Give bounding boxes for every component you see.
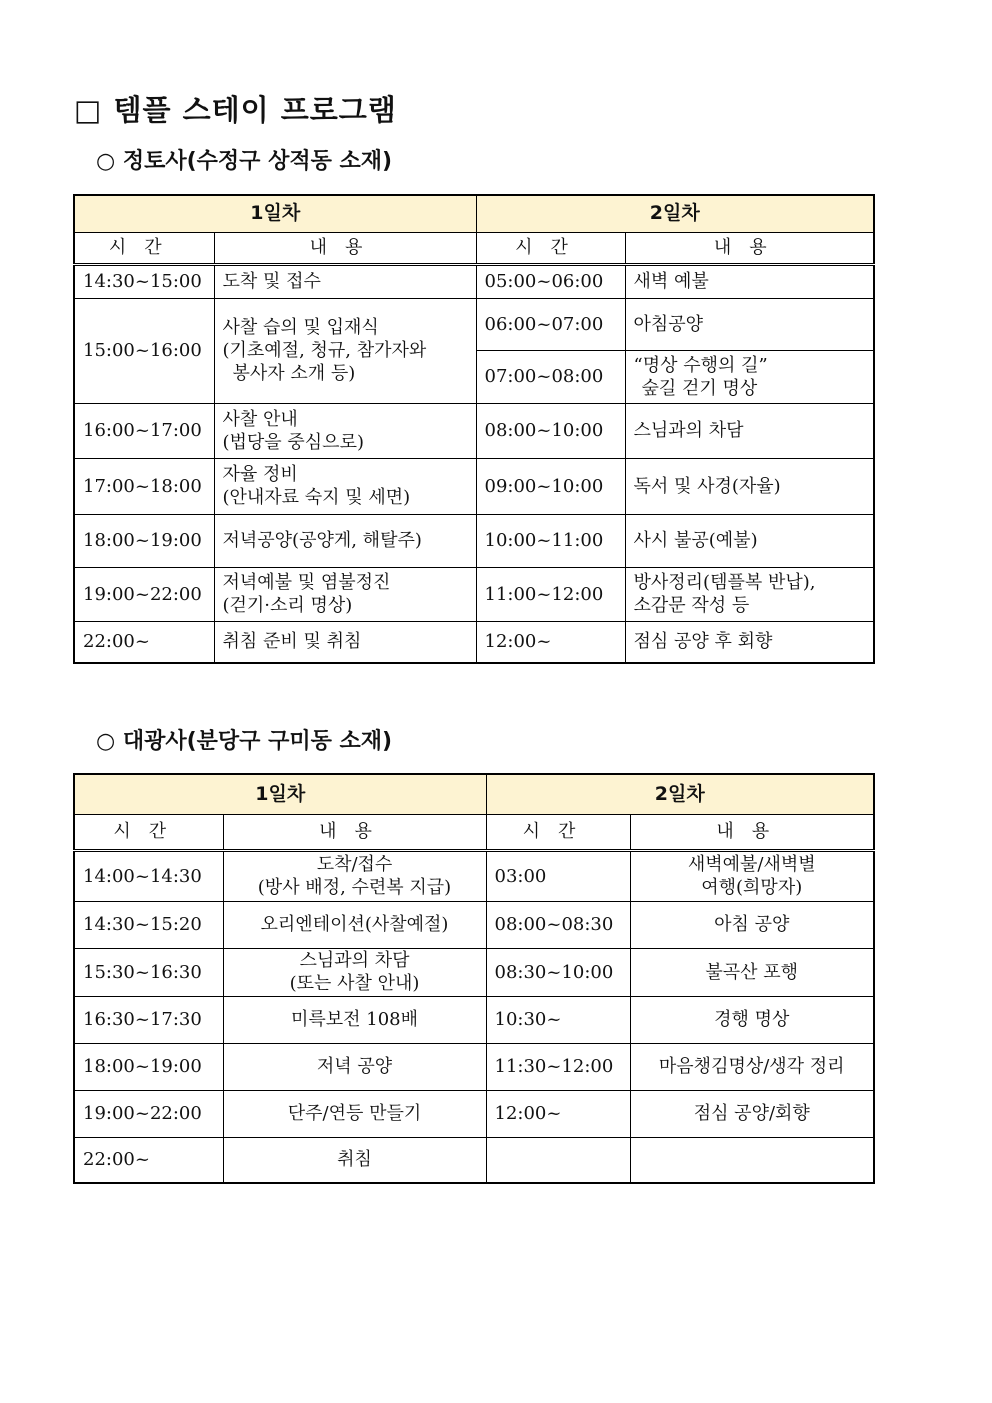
content-line: (기초예절, 청규, 참가자와 [222, 340, 427, 361]
content-line: 새벽예불/새벽별 [687, 854, 816, 875]
content-line: (방사 배정, 수련복 지급) [257, 877, 452, 898]
content-cell [625, 350, 874, 403]
schedule-table-jeongtosa [73, 194, 875, 664]
content-cell: 스님과의 차담 [625, 403, 874, 458]
section-heading-daegwangsa: ○ 대광사(분당구 구미동 소재) [96, 729, 393, 754]
content-cell [630, 850, 874, 901]
time-cell: 12:00~ [486, 1090, 630, 1137]
page-title: □ 템플 스테이 프로그램 [74, 93, 397, 127]
table-row [74, 1137, 874, 1183]
time-cell: 11:00~12:00 [476, 567, 625, 621]
table-row [74, 264, 874, 298]
content-line: 도착/접수 [316, 854, 393, 875]
content-cell [214, 403, 476, 458]
time-cell: 08:30~10:00 [486, 948, 630, 996]
time-cell: 11:30~12:00 [486, 1043, 630, 1090]
table-row [74, 850, 874, 901]
section-heading-jeongtosa: ○ 정토사(수정구 상적동 소재) [96, 149, 393, 174]
content-cell [223, 850, 486, 901]
table-row [74, 403, 874, 458]
content-cell: 단주/연등 만들기 [223, 1090, 486, 1137]
day1-header: 1일차 [74, 195, 476, 232]
content-cell: 취침 [223, 1137, 486, 1183]
content-cell: 도착 및 접수 [214, 264, 476, 298]
time-cell: 05:00~06:00 [476, 264, 625, 298]
time-cell: 03:00 [486, 850, 630, 901]
content-cell [625, 567, 874, 621]
time-cell: 18:00~19:00 [74, 514, 214, 567]
time-cell: 19:00~22:00 [74, 1090, 223, 1137]
time-cell: 14:30~15:20 [74, 901, 223, 948]
time-cell: 15:30~16:30 [74, 948, 223, 996]
content-line: (안내자료 숙지 및 세면) [222, 487, 411, 508]
col-time: 시간 [486, 814, 630, 850]
time-cell: 22:00~ [74, 1137, 223, 1183]
table-row [74, 458, 874, 514]
time-cell: 14:00~14:30 [74, 850, 223, 901]
content-cell: 점심 공양/회향 [630, 1090, 874, 1137]
time-cell [486, 1137, 630, 1183]
table-row [74, 996, 874, 1043]
time-cell: 10:00~11:00 [476, 514, 625, 567]
table-row [74, 621, 874, 663]
time-cell: 08:00~08:30 [486, 901, 630, 948]
day2-header: 2일차 [476, 195, 874, 232]
content-cell: 취침 준비 및 취침 [214, 621, 476, 663]
content-cell: 사시 불공(예불) [625, 514, 874, 567]
content-line: 숲길 걷기 명상 [641, 377, 758, 399]
time-cell: 15:00~16:00 [74, 298, 214, 403]
time-cell: 22:00~ [74, 621, 214, 663]
content-cell: 독서 및 사경(자율) [625, 458, 874, 514]
content-cell: 아침공양 [625, 298, 874, 350]
content-cell: 불곡산 포행 [630, 948, 874, 996]
content-line: 자율 정비 [222, 464, 298, 485]
time-cell: 08:00~10:00 [476, 403, 625, 458]
content-cell: 경행 명상 [630, 996, 874, 1043]
content-line: 사찰 습의 및 입재식 [222, 317, 379, 338]
time-cell: 10:30~ [486, 996, 630, 1043]
content-line: (법당을 중심으로) [222, 431, 364, 453]
day1-header: 1일차 [74, 774, 486, 814]
content-line: 봉사자 소개 등) [232, 363, 356, 384]
col-time: 시간 [74, 814, 223, 850]
table-row [74, 567, 874, 621]
time-cell: 19:00~22:00 [74, 567, 214, 621]
content-cell [214, 567, 476, 621]
time-cell: 12:00~ [476, 621, 625, 663]
content-cell [214, 458, 476, 514]
schedule-table-daegwangsa [73, 773, 875, 1184]
content-cell: 아침 공양 [630, 901, 874, 948]
content-line: 방사정리(템플복 반납), [633, 572, 816, 593]
col-content: 내용 [625, 232, 874, 264]
content-cell: 새벽 예불 [625, 264, 874, 298]
content-line: 여행(희망자) [701, 877, 803, 898]
time-cell: 17:00~18:00 [74, 458, 214, 514]
content-cell: 미륵보전 108배 [223, 996, 486, 1043]
content-line: (또는 사찰 안내) [289, 973, 420, 994]
time-cell: 14:30~15:00 [74, 264, 214, 298]
col-time: 시간 [476, 232, 625, 264]
table-row [74, 298, 874, 350]
content-cell: 저녁공양(공양게, 해탈주) [214, 514, 476, 567]
content-line: 소감문 작성 등 [633, 595, 750, 616]
table-row [74, 514, 874, 567]
table-row [74, 901, 874, 948]
time-cell: 18:00~19:00 [74, 1043, 223, 1090]
content-line: “명상 수행의 길” [633, 354, 768, 376]
content-line: 스님과의 차담 [299, 950, 410, 971]
time-cell: 07:00~08:00 [476, 350, 625, 403]
table-row [74, 948, 874, 996]
content-line: 사찰 안내 [222, 408, 298, 430]
time-cell: 09:00~10:00 [476, 458, 625, 514]
time-cell: 16:00~17:00 [74, 403, 214, 458]
col-content: 내용 [214, 232, 476, 264]
time-cell: 16:30~17:30 [74, 996, 223, 1043]
content-line: (걷기·소리 명상) [222, 595, 353, 616]
content-cell [214, 298, 476, 403]
day2-header: 2일차 [486, 774, 874, 814]
content-cell [630, 1137, 874, 1183]
content-line: 저녁예불 및 염불정진 [222, 572, 391, 593]
content-cell: 저녁 공양 [223, 1043, 486, 1090]
col-content: 내용 [630, 814, 874, 850]
content-cell [223, 948, 486, 996]
table-row [74, 1043, 874, 1090]
content-cell: 점심 공양 후 회향 [625, 621, 874, 663]
content-cell: 오리엔테이션(사찰예절) [223, 901, 486, 948]
col-time: 시간 [74, 232, 214, 264]
table-row [74, 1090, 874, 1137]
time-cell: 06:00~07:00 [476, 298, 625, 350]
content-cell: 마음챙김명상/생각 정리 [630, 1043, 874, 1090]
col-content: 내용 [223, 814, 486, 850]
